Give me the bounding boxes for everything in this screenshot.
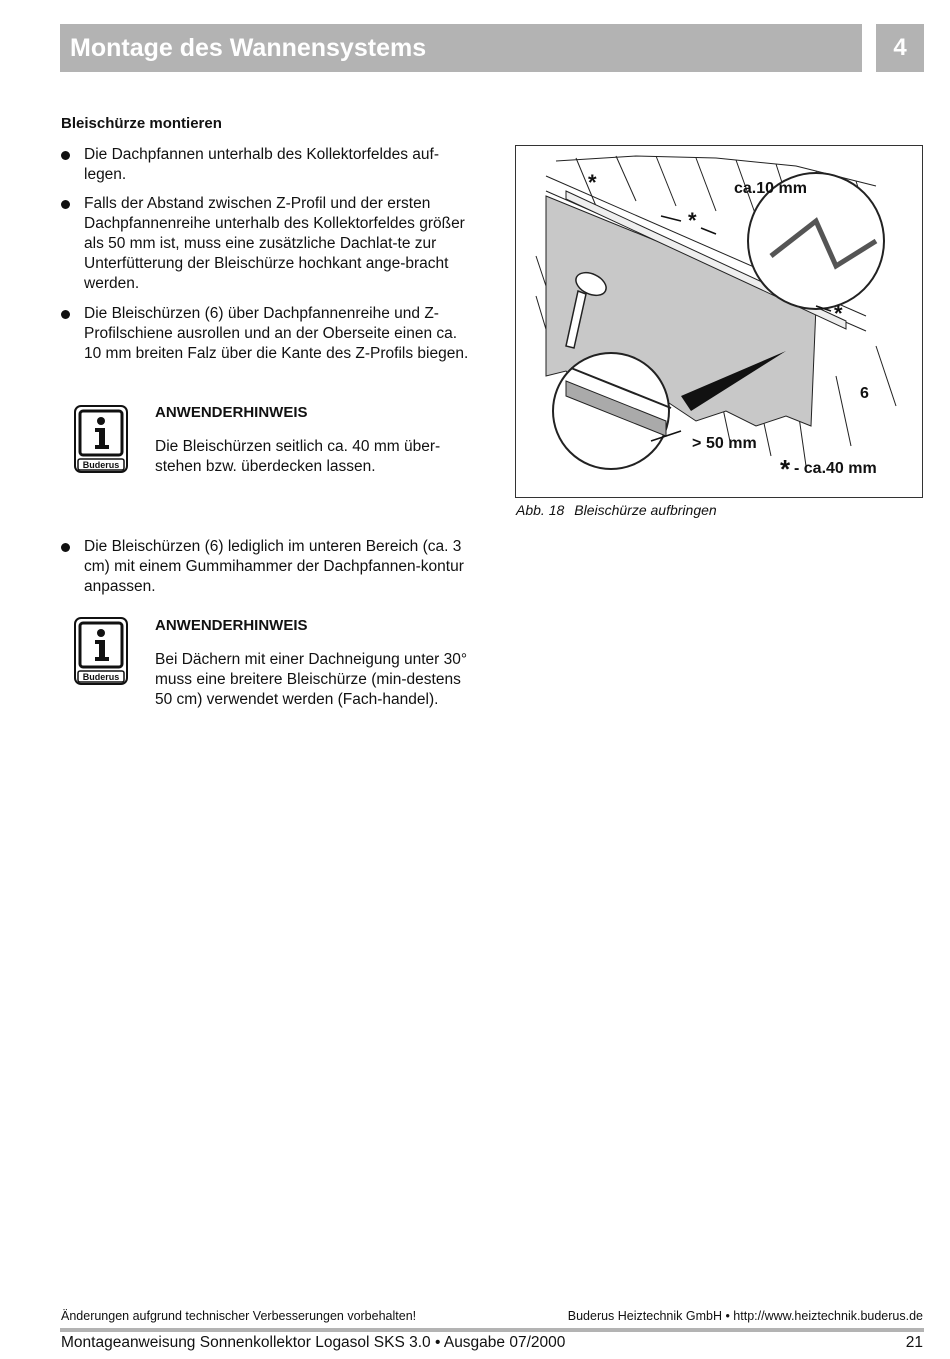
bullet-text: Die Bleischürzen (6) über Dachpfannenreihe und Z-Profilschiene ausrollen und an der Oberseite einen ca. 10 mm breiten Falz über die Kante des Z-Profils biegen. xyxy=(84,305,469,362)
note-title: ANWENDERHINWEIS xyxy=(155,617,308,634)
label-fold: ca.10 mm xyxy=(734,180,807,197)
star-marker: * xyxy=(688,208,697,233)
chapter-number xyxy=(876,24,924,72)
label-gap: 50 mm xyxy=(706,435,757,452)
bullet-dot-icon xyxy=(61,151,70,160)
footer-divider xyxy=(60,1328,924,1332)
figure-frame xyxy=(515,145,923,498)
footer-company: Buderus Heiztechnik GmbH • http://www.heiztechnik.buderus.de xyxy=(567,1309,923,1323)
bullet-item xyxy=(61,194,471,294)
bullet-dot-icon xyxy=(61,310,70,319)
page-number: 21 xyxy=(905,1334,923,1351)
brand-logo-text: Buderus xyxy=(82,672,120,682)
footer-note: Änderungen aufgrund technischer Verbesserungen vorbehalten! xyxy=(61,1309,417,1323)
brand-logo-text: Buderus xyxy=(82,460,120,470)
bullet-text: Die Bleischürzen (6) lediglich im unteren Bereich (ca. 3 cm) mit einem Gummihammer der Dachpfannen-kontur anpassen. xyxy=(84,538,464,595)
info-icon xyxy=(74,617,128,685)
bullet-item xyxy=(61,537,471,597)
bullet-text: Die Dachpfannen unterhalb des Kollektorfeldes auf-legen. xyxy=(84,146,440,183)
bullet-text: Falls der Abstand zwischen Z-Profil und der ersten Dachpfannenreihe unterhalb des Kollektorfeldes größer als 50 mm ist, muss eine zusätzliche Dachlat-te zur Unterfütterung der Bleischürze hochkant ange-bracht werden. xyxy=(84,195,465,292)
star-marker: * xyxy=(588,170,597,195)
roof-illustration xyxy=(516,146,923,498)
chapter-number-text: 4 xyxy=(893,34,907,61)
bullet-item xyxy=(61,145,471,185)
bullet-item xyxy=(61,304,471,364)
figure-caption xyxy=(516,502,717,518)
footer-document-title: Montageanweisung Sonnenkollektor Logasol SKS 3.0 • Ausgabe 07/2000 xyxy=(61,1334,566,1351)
caption-number: Abb. 18 xyxy=(516,502,565,518)
bullet-dot-icon xyxy=(61,200,70,209)
note-title: ANWENDERHINWEIS xyxy=(155,404,308,421)
bullet-dot-icon xyxy=(61,543,70,552)
section-heading: Bleischürze montieren xyxy=(61,115,222,132)
note-text: Bei Dächern mit einer Dachneigung unter 30° muss eine breitere Bleischürze (min-destens 50 cm) verwendet werden (Fach-handel). xyxy=(155,651,468,708)
label-gap-symbol: > xyxy=(692,435,702,452)
star-marker: * xyxy=(780,454,791,484)
label-part-number: 6 xyxy=(860,385,869,402)
chapter-title: Montage des Wannensystems xyxy=(70,33,427,62)
caption-text: Bleischürze aufbringen xyxy=(574,502,717,518)
info-icon xyxy=(74,405,128,473)
label-overlap: - ca.40 mm xyxy=(794,460,877,477)
note-text: Die Bleischürzen seitlich ca. 40 mm über-stehen bzw. überdecken lassen. xyxy=(155,438,441,475)
star-marker: * xyxy=(834,301,843,326)
chapter-header xyxy=(60,24,862,72)
